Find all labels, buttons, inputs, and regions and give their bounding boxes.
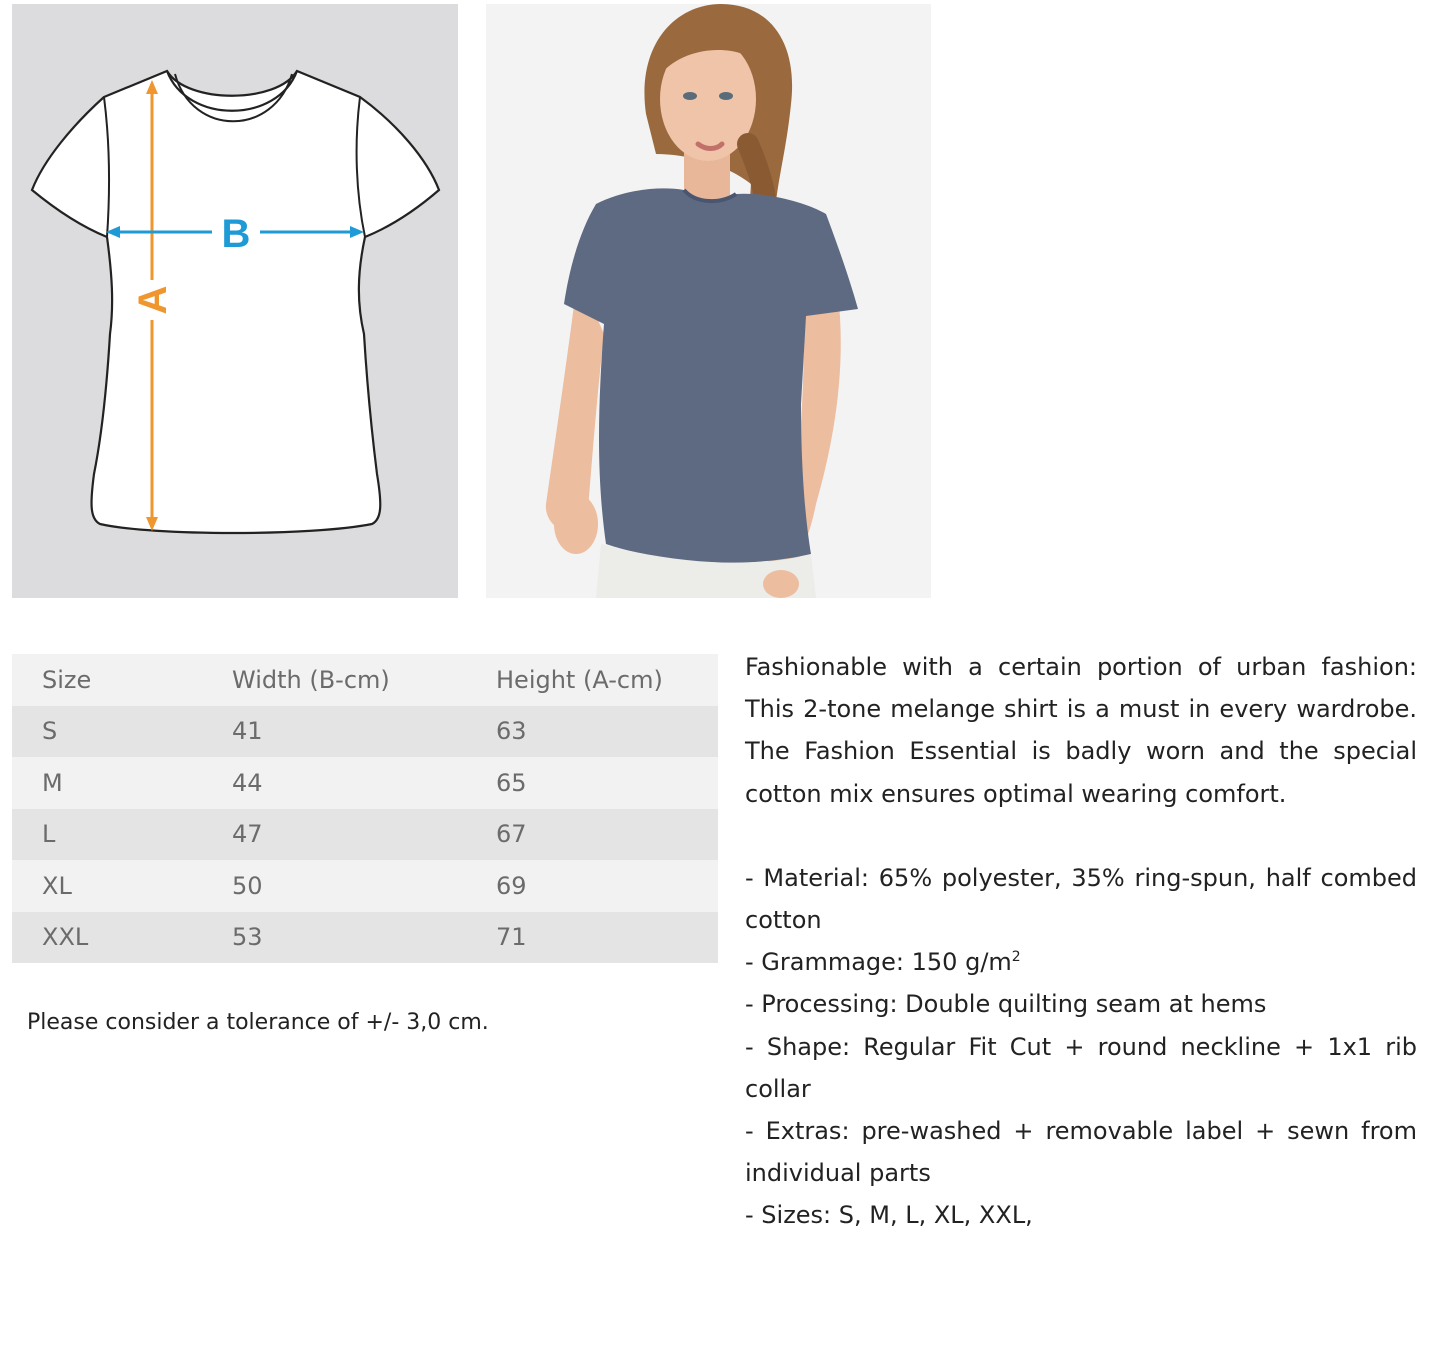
header-width: Width (B-cm) <box>232 665 390 694</box>
cell-height: 69 <box>496 871 527 900</box>
spec-grammage-text: - Grammage: 150 g/m <box>745 948 1012 977</box>
header-height: Height (A-cm) <box>496 665 663 694</box>
table-row <box>12 912 718 964</box>
cell-height: 67 <box>496 820 527 849</box>
cell-size: XXL <box>42 923 89 952</box>
table-header-row <box>12 654 718 706</box>
tolerance-note: Please consider a tolerance of +/- 3,0 cm. <box>27 1010 489 1035</box>
cell-width: 44 <box>232 768 263 797</box>
product-description <box>745 646 1417 1237</box>
spec-material: - Material: 65% polyester, 35% ring-spun, half combed cotton <box>745 863 1417 935</box>
spec-grammage <box>745 941 1417 983</box>
cell-size: XL <box>42 871 72 900</box>
model-photo <box>486 4 931 598</box>
header-size: Size <box>42 665 92 694</box>
width-label: B <box>221 212 251 256</box>
cell-height: 71 <box>496 923 527 952</box>
tshirt-outline-icon <box>12 4 458 598</box>
size-table <box>12 654 718 963</box>
spec-processing: - Processing: Double quilting seam at hems <box>745 990 1267 1019</box>
spec-grammage-superscript: 2 <box>1011 949 1021 966</box>
spec-extras: - Extras: pre-washed + removable label + sewn from individual parts <box>745 1117 1417 1188</box>
spec-sizes: - Sizes: S, M, L, XL, XXL, <box>745 1201 1033 1230</box>
cell-size: M <box>42 768 63 797</box>
cell-size: S <box>42 717 58 746</box>
cell-width: 41 <box>232 717 263 746</box>
cell-size: L <box>42 820 56 849</box>
spec-shape: - Shape: Regular Fit Cut + round neckline + 1x1 rib collar <box>745 1032 1417 1103</box>
cell-height: 65 <box>496 768 527 797</box>
cell-height: 63 <box>496 717 527 746</box>
cell-width: 47 <box>232 820 263 849</box>
cell-width: 53 <box>232 923 263 952</box>
size-diagram <box>12 4 458 598</box>
table-row <box>12 706 718 758</box>
table-row <box>12 809 718 861</box>
model-photo-illustration <box>486 4 931 598</box>
height-label: A <box>131 285 175 315</box>
description-intro: Fashionable with a certain portion of urban fashion: This 2-tone melange shirt is a must in every wardrobe. The Fashion Essential is badly worn and the special cotton mix ensures optimal wearing comfort. <box>745 653 1417 808</box>
table-row <box>12 860 718 912</box>
table-row <box>12 757 718 809</box>
cell-width: 50 <box>232 871 263 900</box>
